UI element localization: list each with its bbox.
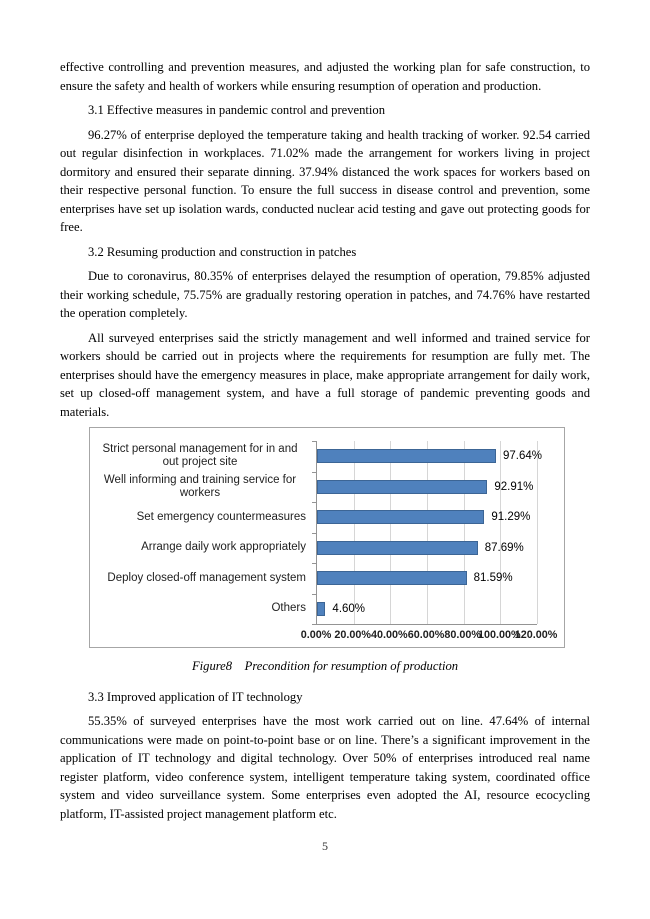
bar-value-label: 81.59% [473,572,513,585]
axis-tick [312,472,317,473]
bar-value-label: 91.29% [491,511,531,524]
gridline [464,441,465,624]
axis-tick [312,502,317,503]
chart-category-axis [94,441,306,624]
category-label: Set emergency countermeasures [136,510,306,523]
figure-caption: Figure8 Precondition for resumption of production [191,659,459,673]
bar-value-label: 92.91% [494,480,534,493]
category-label: Strict personal management for in and out project site [102,443,298,469]
axis-tick [312,563,317,564]
x-axis-tick-label: 100.00% [478,629,521,641]
bar [317,480,487,494]
paragraph-3-2a: Due to coronavirus, 80.35% of enterprises delayed the resumption of operation, 79.85% adjusted their working schedule, 75.75% are gradually restoring operation in patches, and 74.76% have restarted the operation completely. [60,269,590,320]
bar [317,510,484,524]
bar [317,571,467,585]
category-label: Deploy closed-off management system [107,571,306,584]
x-axis-tick-label: 120.00% [514,629,558,641]
x-axis-tick-label: 80.00% [444,629,481,641]
axis-tick [312,594,317,595]
gridline [427,441,428,624]
gridline [390,441,391,624]
x-axis-tick-label: 40.00% [371,629,408,641]
category-label: Others [271,602,306,615]
axis-tick [312,441,317,442]
x-axis-tick-label: 20.00% [334,629,371,641]
paragraph-3-2b: All surveyed enterprises said the strictly management and well informed and trained service for workers should be carried out in projects where the requirements for resumption are fully met. The enterprises should have the emergency measures in place, make appropriate arrangement for daily work, set up closed-off management system, and have a full storage of pandemic preventing goods and materials. [60,330,590,419]
category-label: Well informing and training service for workers [103,473,297,499]
bar [317,602,325,616]
axis-tick [312,533,317,534]
category-label: Arrange daily work appropriately [141,541,306,554]
x-axis-tick-label: 60.00% [407,629,445,641]
heading-3-2: 3.2 Resuming production and construction in patches [88,244,357,259]
paragraph-3-3: 55.35% of surveyed enterprises have the most work carried out on line. 47.64% of internal communications were made on point-to-point base or on line. There’s a significant improvement in the application of IT technology and digital technology. Over 50% of enterprises introduced real name register platform, video conference system, intelligent temperature taking system, coordinated office system and video surveillance system. Some enterprises even adopted the AI, resource ecocycling platform, IT-assisted project management platform etc. [60,714,590,821]
bar-value-label: 4.60% [332,602,366,615]
heading-3-1: 3.1 Effective measures in pandemic control and prevention [88,103,386,117]
paragraph-3-1: 96.27% of enterprise deployed the temperature taking and health tracking of worker. 92.54 carried out regular disinfection in workplaces. 71.02% made the arrangement for workers living in project dormitory and ensured their separate dinning. 37.94% distanced the work spaces for workers based on their respective personal function. To ensure the full success in disease control and prevention, some enterprises have set up isolation wards, conducted nuclear acid testing and gave out protecting goods for free. [60,127,590,234]
chart-x-axis [300,629,558,644]
figure8-bar-chart [89,427,565,648]
bar [317,449,496,463]
bar [317,541,478,555]
gridline [537,441,538,624]
page-number: 5 [322,839,328,853]
axis-tick [312,624,317,625]
x-axis-tick-label: 0.00% [300,629,332,641]
paragraph-intro-continuation: effective controlling and prevention measures, and adjusted the working plan for safe construction, to ensure the safety and health of workers while ensuring resumption of operation and production. [60,60,590,93]
gridline [500,441,501,624]
bar-value-label: 87.69% [484,541,524,554]
bar-value-label: 97.64% [503,450,543,463]
gridline [354,441,355,624]
page-content [60,58,590,829]
chart-plot-area [316,441,543,625]
heading-3-3: 3.3 Improved application of IT technology [88,689,303,704]
